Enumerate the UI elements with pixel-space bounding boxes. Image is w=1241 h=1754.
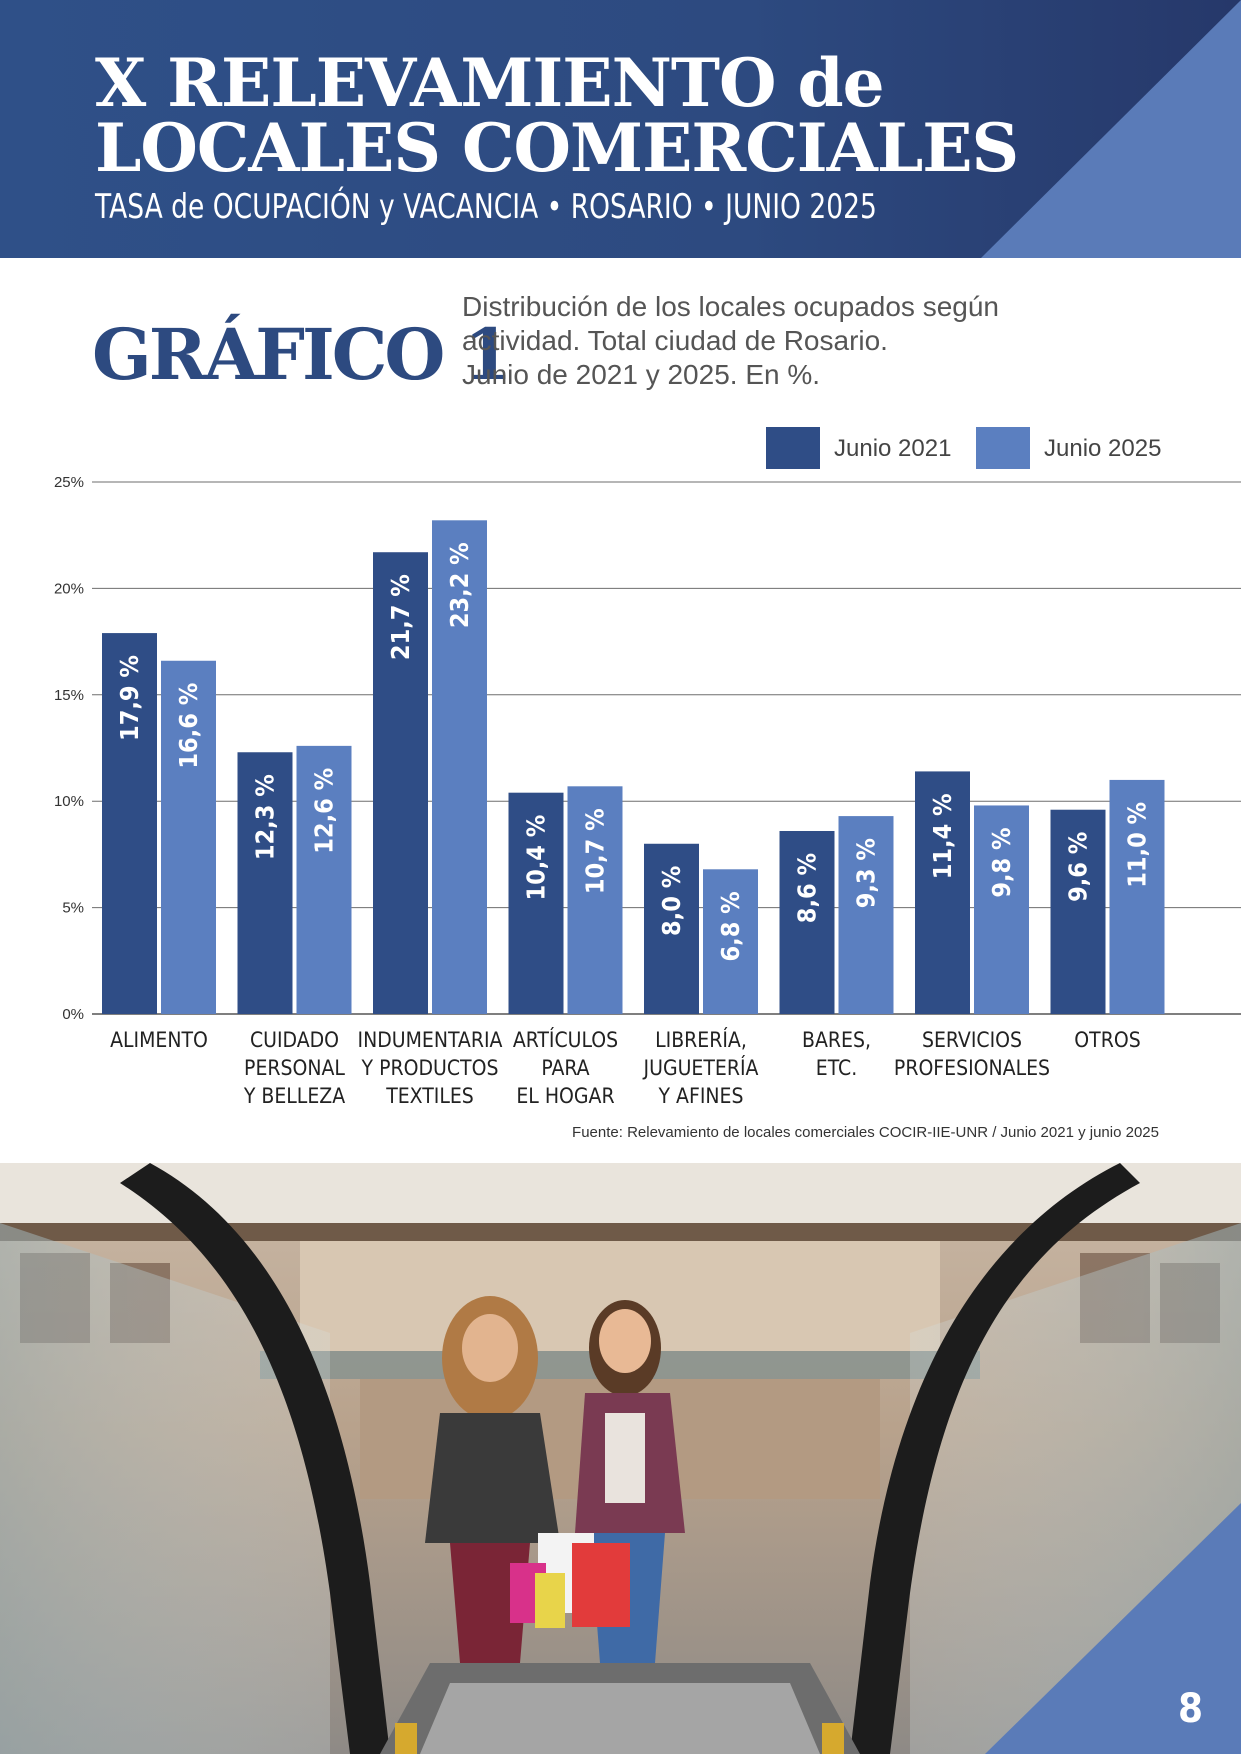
category-label: CUIDADO (249, 1028, 340, 1052)
category-label: Y PRODUCTOS (361, 1056, 499, 1080)
category-label: JUGUETERÍA (643, 1056, 759, 1080)
category-label: Y BELLEZA (243, 1084, 346, 1108)
title-line-2: LOCALES COMERCIALES (95, 109, 1019, 187)
category-label: ETC. (815, 1056, 858, 1080)
chart-description-line: Distribución de los locales ocupados según (462, 291, 999, 322)
bar-value-label: 11,0 % (1122, 801, 1152, 888)
category-label: EL HOGAR (516, 1084, 615, 1108)
bar-value-label: 10,7 % (580, 808, 610, 895)
category-label: BARES, (802, 1028, 871, 1052)
bar-value-label: 9,3 % (851, 838, 881, 909)
shopping-mall-photo (0, 1163, 1241, 1754)
title-line-1: X RELEVAMIENTO de (95, 44, 884, 122)
legend-label: Junio 2025 (1044, 435, 1162, 462)
bar-value-label: 21,7 % (386, 574, 415, 661)
photo-illustration (0, 1163, 1241, 1754)
legend-swatch (766, 427, 820, 469)
bar-value-label: 11,4 % (928, 793, 957, 880)
y-tick-label: 5% (62, 899, 84, 917)
y-tick-label: 20% (53, 580, 84, 598)
bar-chart (0, 415, 1241, 1115)
header-subtitle: TASA de OCUPACIÓN y VACANCIA • ROSARIO • JUNIO 2025 (95, 187, 877, 227)
chart-description-line: actividad. Total ciudad de Rosario. (462, 325, 888, 356)
bar-value-label: 12,6 % (309, 767, 339, 854)
bar-value-label: 23,2 % (445, 542, 474, 629)
chart-description-line: Junio de 2021 y 2025. En %. (462, 359, 821, 390)
bar-value-label: 9,8 % (987, 827, 1016, 898)
category-label: LIBRERÍA, (655, 1028, 747, 1052)
legend-label: Junio 2021 (834, 435, 952, 462)
category-label: PROFESIONALES (893, 1056, 1051, 1080)
page-header (0, 0, 1241, 258)
page-number: 8 (1177, 1686, 1203, 1732)
source-note: Fuente: Relevamiento de locales comerciales COCIR-IIE-UNR / Junio 2021 y junio 2025 (572, 1124, 1159, 1141)
chart-description (462, 290, 1182, 392)
y-tick-label: 10% (53, 793, 84, 811)
bar-value-label: 9,6 % (1063, 831, 1093, 902)
bar-value-label: 6,8 % (716, 891, 745, 962)
bar-value-label: 10,4 % (521, 814, 551, 901)
bar-value-label: 12,3 % (250, 774, 280, 861)
bar-value-label: 17,9 % (115, 655, 144, 741)
category-label: TEXTILES (386, 1084, 474, 1108)
category-label: Y AFINES (658, 1084, 744, 1108)
bar-value-label: 8,0 % (657, 865, 686, 936)
header-corner-decoration (981, 0, 1241, 258)
legend-swatch (976, 427, 1030, 469)
category-label: PARA (541, 1056, 590, 1080)
category-label: OTROS (1074, 1028, 1141, 1052)
category-label: PERSONAL (244, 1056, 345, 1080)
category-label: INDUMENTARIA (357, 1028, 503, 1052)
bar-value-label: 8,6 % (792, 852, 822, 924)
y-tick-label: 25% (53, 474, 84, 491)
bar-value-label: 16,6 % (174, 682, 203, 769)
chart-label: GRÁFICO 1 (92, 313, 510, 396)
y-tick-label: 15% (53, 686, 84, 704)
category-label: ALIMENTO (110, 1028, 208, 1052)
y-tick-label: 0% (62, 1006, 84, 1023)
category-label: ARTÍCULOS (512, 1028, 619, 1052)
category-label: SERVICIOS (921, 1028, 1023, 1052)
